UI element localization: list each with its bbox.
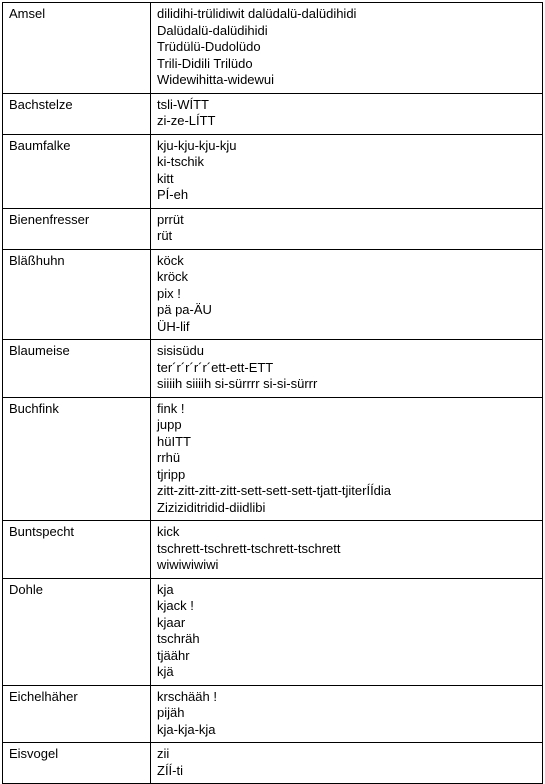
call-text: ter´r´r´r´r´ett-ett-ETT xyxy=(157,359,274,375)
bird-calls-cell xyxy=(151,743,543,784)
bird-name: Buchfink xyxy=(9,400,59,416)
bird-calls-cell xyxy=(151,3,543,94)
call-text: fink ! xyxy=(157,400,185,416)
bird-name-cell xyxy=(3,578,151,685)
call-text: sisisüdu xyxy=(157,343,204,358)
call-text: siiiih siiiih si-sürrrr si-si-sürrr xyxy=(157,376,318,391)
call-text: kjack ! xyxy=(157,598,194,613)
bird-name-cell xyxy=(3,521,151,579)
bird-calls-cell xyxy=(151,340,543,398)
bird-calls-cell xyxy=(151,521,543,579)
table-row xyxy=(3,249,543,340)
bird-name: Bläßhuhn xyxy=(9,252,65,268)
call-text: Widewihitta-widewui xyxy=(157,72,275,87)
call-text: kjä xyxy=(157,664,174,679)
call-text: ki-tschik xyxy=(157,154,204,169)
call-text: tsli-WÍTT xyxy=(157,96,209,112)
call-text: kröck xyxy=(157,269,189,284)
bird-name: Eichelhäher xyxy=(9,688,78,704)
table-row xyxy=(3,578,543,685)
bird-name-cell xyxy=(3,340,151,398)
bird-calls-cell xyxy=(151,249,543,340)
call-text: krschääh ! xyxy=(157,688,217,704)
call-text: wiwiwiwiwi xyxy=(157,557,219,572)
bird-name-cell xyxy=(3,3,151,94)
call-text: tjripp xyxy=(157,466,186,482)
call-text: tschräh xyxy=(157,631,200,646)
call-text: Ziziziditridid-diidlibi xyxy=(157,499,266,515)
call-text: köck xyxy=(157,252,184,268)
bird-name: Bachstelze xyxy=(9,96,73,112)
table-row xyxy=(3,340,543,398)
bird-name: Baumfalke xyxy=(9,137,71,153)
call-text: kja xyxy=(157,581,174,597)
bird-name-cell xyxy=(3,134,151,208)
bird-name: Eisvogel xyxy=(9,746,59,761)
call-text: rüt xyxy=(157,228,173,243)
bird-name-cell xyxy=(3,685,151,743)
bird-calls-cell xyxy=(151,134,543,208)
table-row xyxy=(3,685,543,743)
call-text: tschrett-tschrett-tschrett-tschrett xyxy=(157,540,341,556)
table-row xyxy=(3,397,543,521)
bird-calls-cell xyxy=(151,208,543,249)
table-row xyxy=(3,3,543,94)
call-text: kick xyxy=(157,524,180,539)
call-text: hüITT xyxy=(157,433,191,449)
bird-name-cell xyxy=(3,93,151,134)
table-row xyxy=(3,208,543,249)
bird-name: Blaumeise xyxy=(9,343,70,358)
table-row xyxy=(3,743,543,784)
table-row xyxy=(3,134,543,208)
bird-name-cell xyxy=(3,249,151,340)
call-text: zitt-zitt-zitt-zitt-sett-sett-sett-tjatt-tjiterÍÍdia xyxy=(157,483,392,498)
call-text: Trüdülü-Dudolüdo xyxy=(157,39,261,54)
call-text: kja-kja-kja xyxy=(157,721,216,737)
bird-calls-cell xyxy=(151,93,543,134)
call-text: prrüt xyxy=(157,211,184,227)
call-text: jupp xyxy=(157,417,182,432)
call-text: pix ! xyxy=(157,285,181,301)
bird-calls-table-body xyxy=(3,3,543,784)
call-text: kju-kju-kju-kju xyxy=(157,137,237,153)
bird-calls-cell xyxy=(151,397,543,521)
call-text: zi-ze-LÍTT xyxy=(157,113,216,128)
call-text: dilidihi-trülidiwit dalüdalü-dalüdihidi xyxy=(157,6,357,21)
call-text: ZÍÍ-ti xyxy=(157,762,183,778)
call-text: Dalüdalü-dalüdihidi xyxy=(157,22,268,38)
table-row xyxy=(3,521,543,579)
bird-name-cell xyxy=(3,397,151,521)
call-text: kjaar xyxy=(157,614,186,630)
bird-calls-cell xyxy=(151,685,543,743)
bird-name: Bienenfresser xyxy=(9,211,90,227)
call-text: rrhü xyxy=(157,450,181,465)
call-text: zii xyxy=(157,746,170,761)
call-text: Trili-Didili Trilüdo xyxy=(157,55,253,71)
call-text: kitt xyxy=(157,170,174,186)
bird-name-cell xyxy=(3,743,151,784)
call-text: ÜH-lif xyxy=(157,318,190,334)
table-row xyxy=(3,93,543,134)
bird-name: Amsel xyxy=(9,6,46,21)
call-text: pijäh xyxy=(157,705,185,720)
call-text: tjäähr xyxy=(157,647,190,663)
bird-name-cell xyxy=(3,208,151,249)
call-text: pä pa-ÄU xyxy=(157,302,212,317)
bird-name: Dohle xyxy=(9,581,43,597)
call-text: PÍ-eh xyxy=(157,187,189,202)
bird-calls-table xyxy=(2,2,543,784)
bird-name: Buntspecht xyxy=(9,524,75,539)
bird-calls-cell xyxy=(151,578,543,685)
